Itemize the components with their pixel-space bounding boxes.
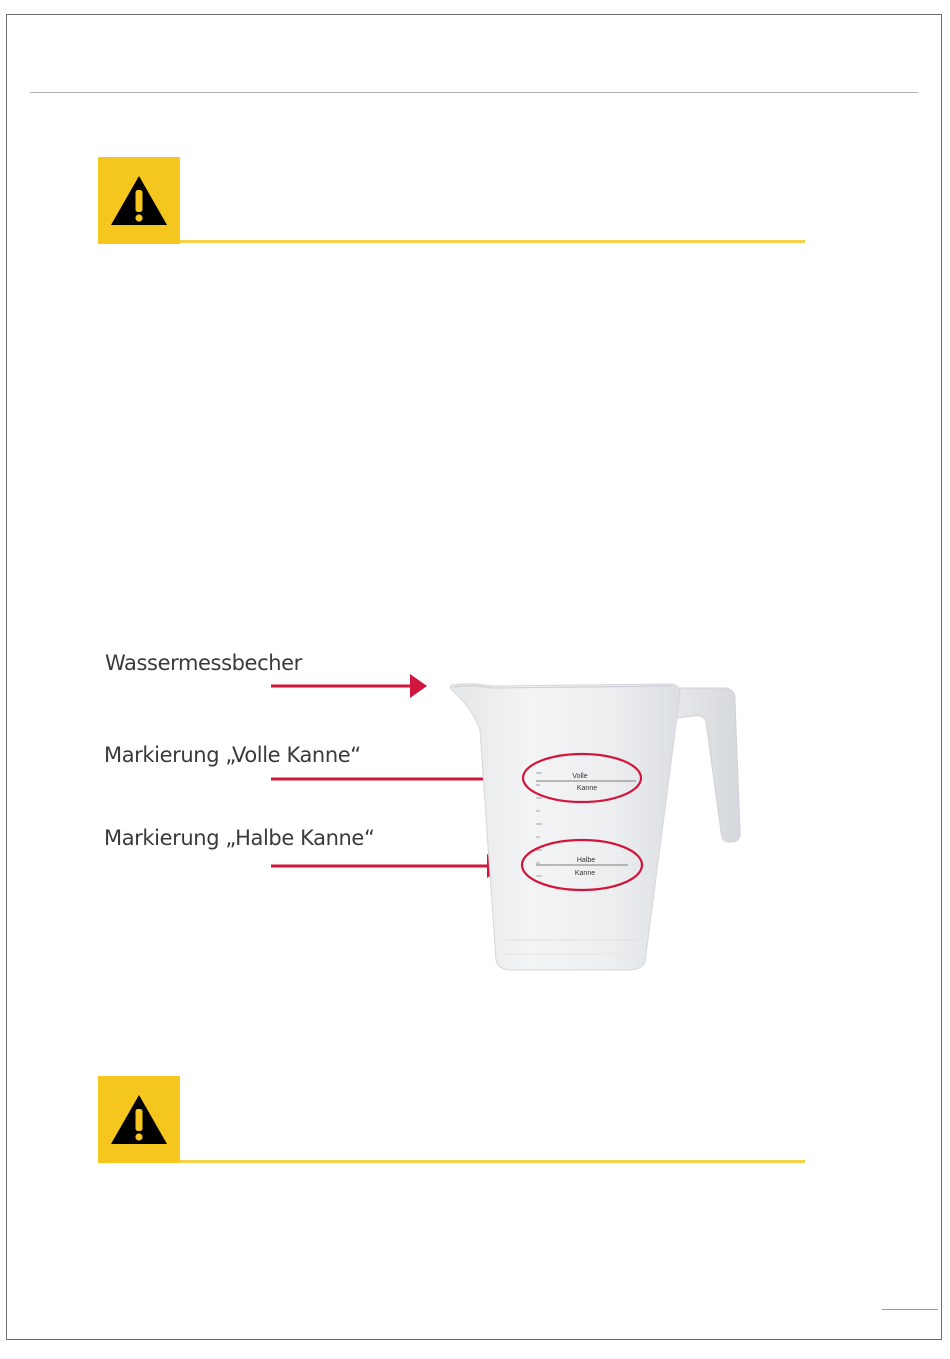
- warning-triangle-icon: [108, 1092, 170, 1148]
- measuring-jug-image: [440, 670, 760, 980]
- label-volle-kanne: Markierung „Volle Kanne“: [104, 743, 361, 767]
- label-halbe-kanne: Markierung „Halbe Kanne“: [104, 826, 375, 850]
- jug-mark-kanne-half: Kanne: [574, 870, 596, 877]
- header-rule: [30, 92, 918, 93]
- warning-rule-bottom: [180, 1160, 805, 1163]
- jug-mark-halbe: Halbe: [576, 857, 596, 864]
- warning-rule-top: [180, 240, 805, 243]
- footer-rule: [882, 1309, 938, 1310]
- warning-triangle-icon: [108, 173, 170, 229]
- jug-mark-kanne-full: Kanne: [576, 785, 598, 792]
- warning-box-bottom: [98, 1076, 180, 1163]
- jug-mark-volle: Volle: [572, 773, 588, 780]
- warning-box-top: [98, 157, 180, 244]
- label-wassermessbecher: Wassermessbecher: [105, 651, 302, 675]
